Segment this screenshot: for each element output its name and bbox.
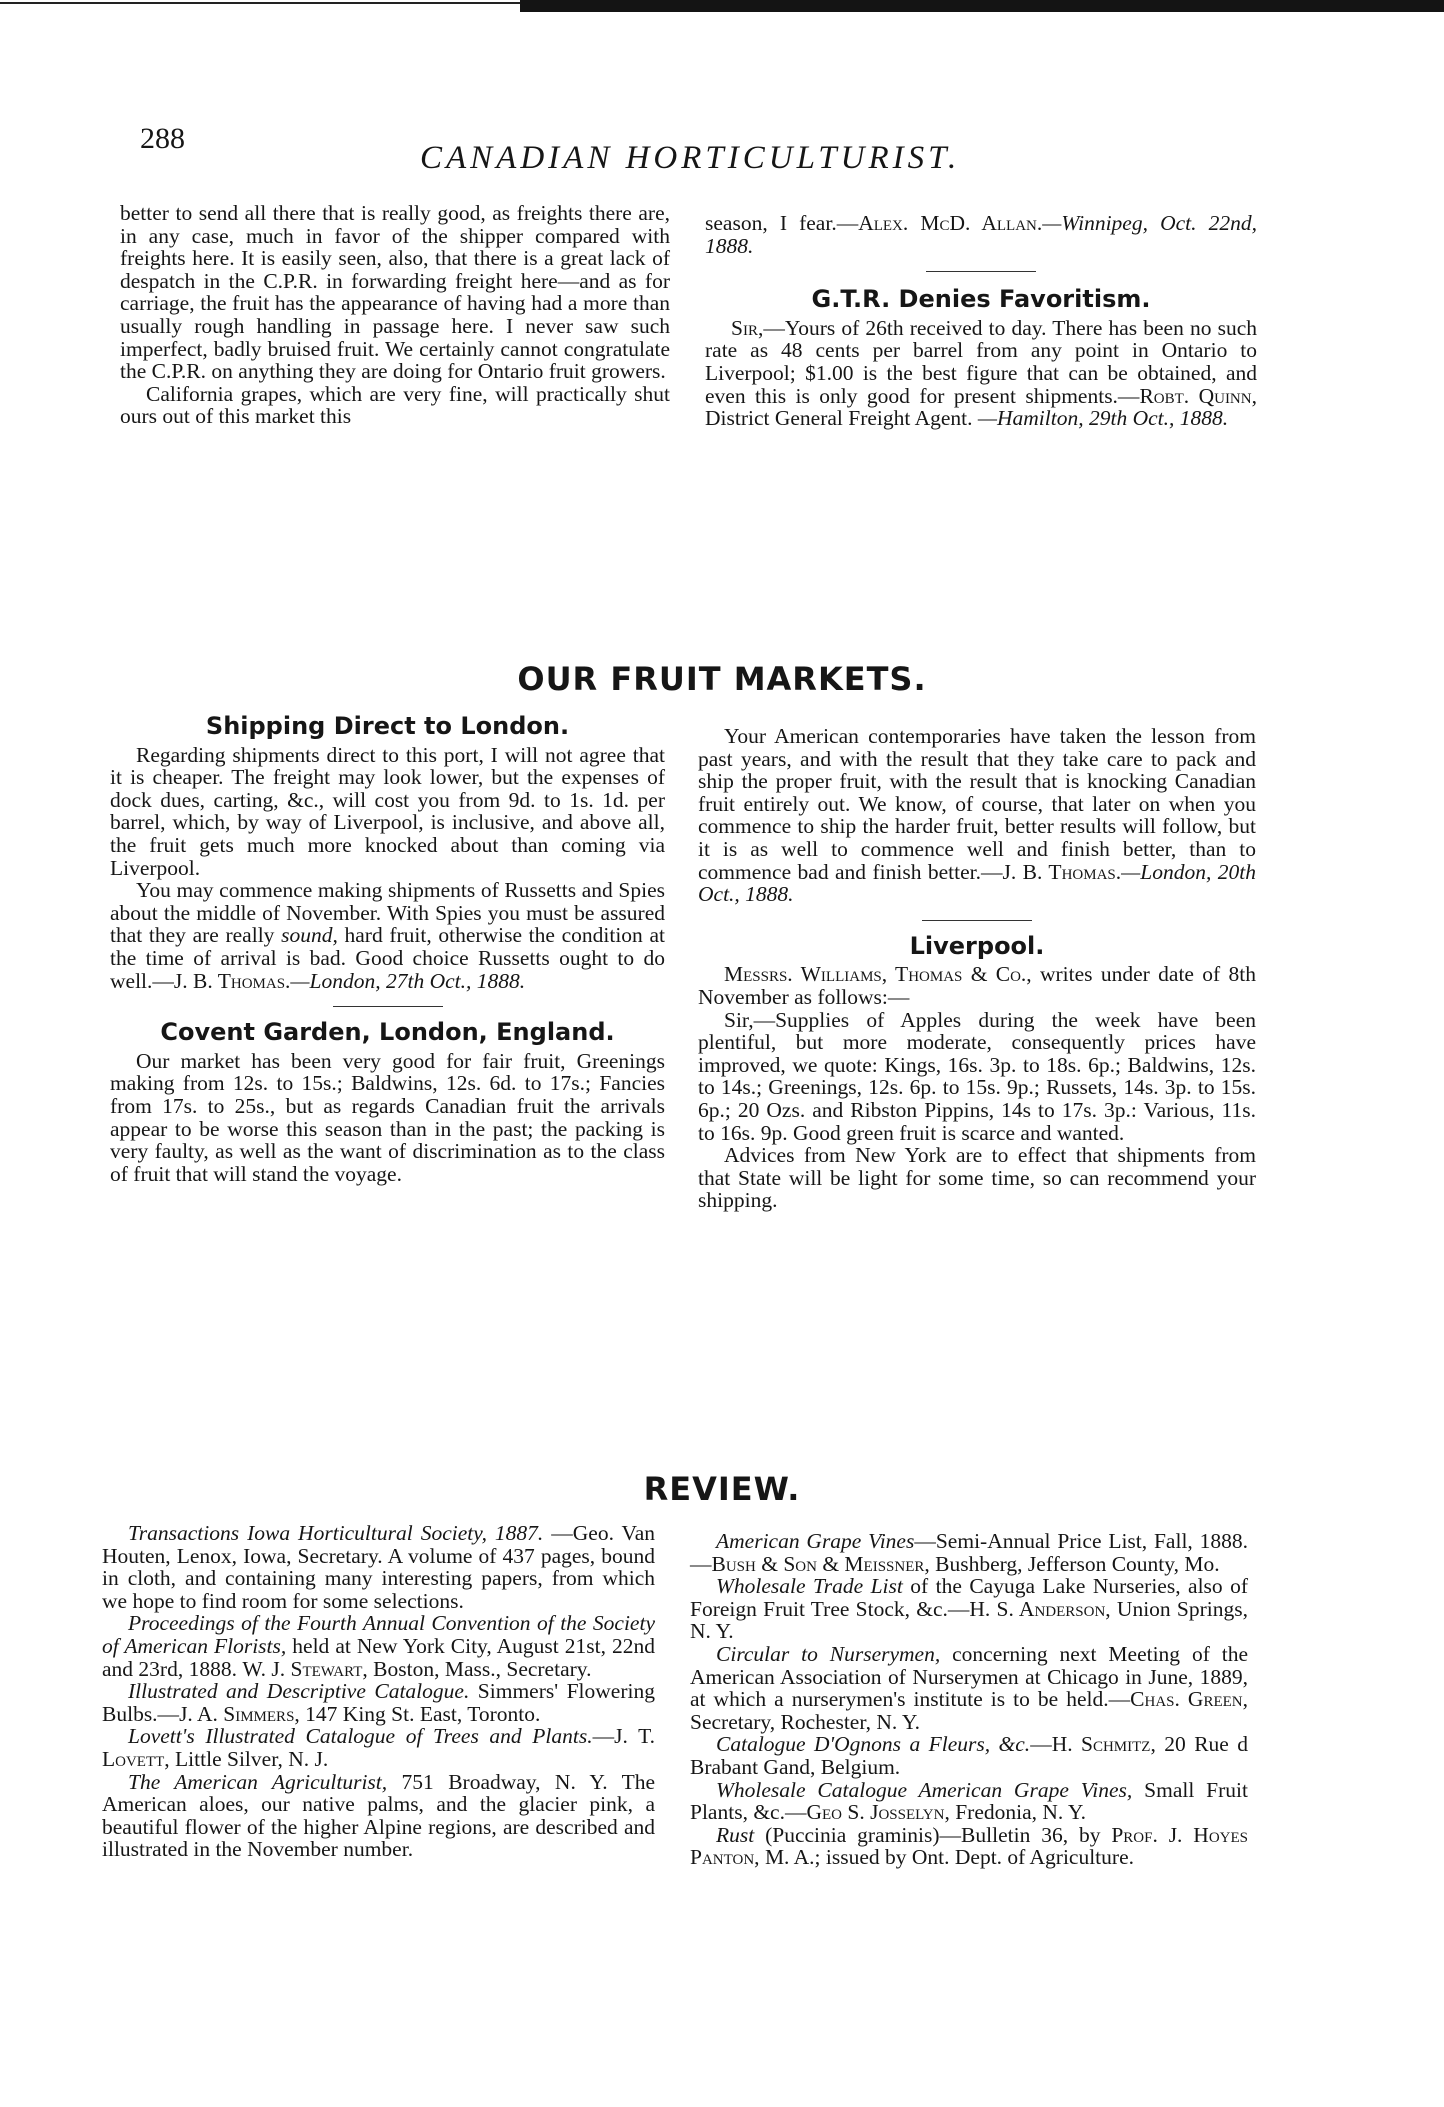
review-entry: Rust (Puccinia graminis)—Bulletin 36, by Prof. J. Hoyes Panton, M. A.; issued by Ont. Dept. of Agriculture. bbox=[690, 1822, 1248, 1870]
london-heading: Shipping Direct to London. bbox=[205, 712, 570, 740]
review-entry: Lovett's Illustrated Catalogue of Trees and Plants.—J. T. Lovett, Little Silver, N. J. bbox=[102, 1724, 655, 1771]
top-right-column bbox=[705, 212, 1257, 430]
review-entry: Illustrated and Descriptive Catalogue. Simmers' Flowering Bulbs.—J. A. Simmers, 147 King St. East, Toronto. bbox=[102, 1679, 655, 1726]
london-paragraph-1: Regarding shipments direct to this port, I will not agree that it is cheaper. The freight may look lower, but the expenses of dock dues, carting, &c., will cost you from 9d. to 1s. 1d. per barrel, which, by way of Liverpool, is inclusive, and above all, the fruit gets much more knocked about than coming via Liverpool. bbox=[110, 742, 665, 880]
review-right-column bbox=[690, 1530, 1248, 1869]
review-entry: American Grape Vines—Semi-Annual Price List, Fall, 1888.—Bush & Son & Meissner, Bushberg, Jefferson County, Mo. bbox=[690, 1529, 1248, 1576]
review-left-column bbox=[102, 1522, 655, 1861]
allan-place-date: —Winnipeg, Oct. 22nd, 1888. bbox=[705, 211, 1257, 258]
review-entry: Wholesale Catalogue American Grape Vines, Small Fruit Plants, &c.—Geo S. Josselyn, Fredonia, N. Y. bbox=[690, 1777, 1248, 1825]
divider-rule bbox=[926, 271, 1036, 272]
review-heading: REVIEW. bbox=[643, 1470, 801, 1508]
top-left-paragraph-1: better to send all there that is really good, as freights there are, in any case, much in favor of the shipper compared with freights here. It is easily seen, also, that there is a great lack of despatch in the C.P.R. in forwarding freight here—and as for carriage, the fruit has the appearance of having had a more than usually rough handling in passage here. I never saw such imperfect, badly bruised fruit. We certainly cannot congratulate the C.P.R. on anything they are doing for Ontario fruit growers. bbox=[120, 201, 670, 384]
liverpool-paragraph-2: Advices from New York are to effect that shipments from that State will be light for some time, so can recommend your shipping. bbox=[698, 1143, 1256, 1213]
london-paragraph-2: You may commence making shipments of Russetts and Spies about the middle of November. With Spies you must be assured that they are really sound, hard fruit, otherwise the condition at the time of arrival is bad. Good choice Russetts ought to do well.—J. B. Thomas.—London, 27th Oct., 1888. bbox=[110, 878, 665, 993]
review-entry: Catalogue D'Ognons a Fleurs, &c.—H. Schmitz, 20 Rue d Brabant Gand, Belgium. bbox=[690, 1732, 1248, 1779]
fruit-left-column bbox=[110, 712, 665, 1186]
gtr-letter: Sir,—Yours of 26th received to day. There has been no such rate as 48 cents per barrel from any point in Ontario to Liverpool; $1.00 is the best figure that can be obtained, and even this is only good for present shipments.—Robt. Quinn, District General Freight Agent. —Hamilton, 29th Oct., 1888. bbox=[705, 315, 1257, 431]
review-entry: The American Agriculturist, 751 Broadway, N. Y. The American aloes, our native palms, and the glacier pink, a beautiful flower of the higher Alpine regions, are described and illustrated in the November number. bbox=[102, 1769, 656, 1862]
fruit-markets-heading: OUR FRUIT MARKETS. bbox=[517, 660, 927, 698]
divider-rule bbox=[333, 1006, 443, 1007]
divider-rule bbox=[922, 920, 1032, 921]
review-entry: Proceedings of the Fourth Annual Convention of the Society of American Florists, held at New York City, August 21st, 22nd and 23rd, 1888. W. J. Stewart, Boston, Mass., Secretary. bbox=[102, 1611, 656, 1681]
thomas-place-date: —London, 27th Oct., 1888. bbox=[290, 968, 526, 993]
thomas-signature: J. B. Thomas. bbox=[173, 968, 291, 993]
fruit-right-column bbox=[698, 725, 1256, 1212]
thomas-signature-2: J. B. Thomas. bbox=[1002, 859, 1122, 884]
american-contemporaries-paragraph: Your American contemporaries have taken the lesson from past years, and with the result that they take care to pack and ship the proper fruit, with the result that is knocking Canadian fruit entirely out. We know, of course, that later on when you commence to ship the harder fruit, better results will follow, but it is as well to commence well and finish better, than to commence bad and finish better.—J. B. Thomas.—London, 20th Oct., 1888. bbox=[698, 724, 1256, 907]
scan-edge-bar bbox=[520, 0, 1444, 12]
covent-garden-paragraph: Our market has been very good for fair fruit, Greenings making from 12s. to 15s.; Baldwins, 12s. 6d. to 17s.; Fancies from 17s. to 25s., but as regards Canadian fruit the arrivals appear to be worse this season than in the past; the packing is very faulty, as well as the want of discrimination as to the class of fruit that will stand the voyage. bbox=[110, 1048, 665, 1186]
scan-edge-line bbox=[0, 2, 520, 4]
running-head: CANADIAN HORTICULTURIST. bbox=[420, 140, 961, 176]
top-left-paragraph-2: California grapes, which are very fine, will practically shut ours out of this market this bbox=[120, 381, 670, 429]
liverpool-paragraph-1: Sir,—Supplies of Apples during the week have been plentiful, but more moderate, consequently prices have improved, we quote: Kings, 16s. 3p. to 18s. 6p.; Baldwins, 12s. to 14s.; Greenings, 12s. 6p. to 15s. 9p.; Russets, 14s. 3p. to 15s. 6p.; 20 Ozs. and Ribston Pippins, 14s to 17s. 3p.: Various, 11s. to 16s. 9p. Good green fruit is scarce and wanted. bbox=[698, 1007, 1256, 1145]
thomas-place-date-2: —London, 20th Oct., 1888. bbox=[698, 859, 1256, 907]
gtr-heading: G.T.R. Denies Favoritism. bbox=[811, 285, 1151, 314]
review-entry: Wholesale Trade List of the Cayuga Lake Nurseries, also of Foreign Fruit Tree Stock, &c.—H. S. Anderson, Union Springs, N. Y. bbox=[690, 1574, 1248, 1644]
allan-letter-end: season, I fear.—Alex. McD. Allan.—Winnipeg, Oct. 22nd, 1888. bbox=[705, 211, 1257, 258]
allan-signature: Alex. McD. Allan. bbox=[858, 211, 1043, 235]
review-entry: Circular to Nurserymen, concerning next Meeting of the American Association of Nurserymen at Chicago in June, 1889, at which a nurserymen's institute is to be held.—Chas. Green, Secretary, Rochester, N. Y. bbox=[690, 1641, 1248, 1734]
top-left-column bbox=[120, 202, 670, 428]
liverpool-heading: Liverpool. bbox=[909, 931, 1045, 960]
covent-garden-heading: Covent Garden, London, England. bbox=[160, 1018, 615, 1047]
quinn-place-date: —Hamilton, 29th Oct., 1888. bbox=[977, 406, 1229, 431]
review-entry: Transactions Iowa Horticultural Society, 1887. —Geo. Van Houten, Lenox, Iowa, Secretary. A volume of 437 pages, bound in cloth, and containing many interesting papers, from which we hope to find room for some selections. bbox=[102, 1521, 655, 1613]
page-number: 288 bbox=[140, 122, 185, 155]
quinn-signature: Robt. Quinn, bbox=[1139, 383, 1257, 408]
liverpool-intro: Messrs. Williams, Thomas & Co., writes under date of 8th November as follows:— bbox=[698, 962, 1256, 1009]
